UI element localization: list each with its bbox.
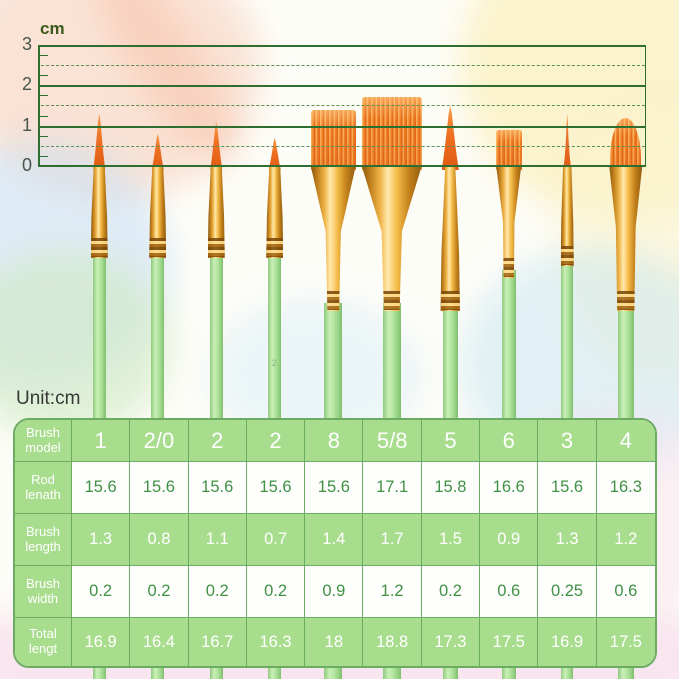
brush-ferrule bbox=[362, 166, 422, 311]
table-cell: 3 bbox=[538, 420, 596, 462]
table-cell: 0.9 bbox=[305, 566, 363, 618]
table-cell: 15.6 bbox=[305, 462, 363, 514]
row-label: Rod lenath bbox=[15, 462, 72, 514]
ruler-line-cm-2 bbox=[38, 85, 646, 87]
table-cell: 1.7 bbox=[363, 514, 421, 566]
ruler-line-cm-1 bbox=[38, 126, 646, 128]
table-cell: 15.6 bbox=[72, 462, 130, 514]
row-label: Total lengt bbox=[15, 618, 72, 666]
ruler-tick bbox=[40, 136, 48, 137]
table-cell: 6 bbox=[480, 420, 538, 462]
ruler-halfline bbox=[41, 65, 645, 66]
table-cell: 4 bbox=[597, 420, 655, 462]
table-cell: 2 bbox=[247, 420, 305, 462]
row-label: Brush width bbox=[15, 566, 72, 618]
table-cell: 1.3 bbox=[538, 514, 596, 566]
brush-ferrule bbox=[266, 166, 283, 258]
table-cell: 1.2 bbox=[363, 566, 421, 618]
table-cell: 0.2 bbox=[247, 566, 305, 618]
table-cell: 16.6 bbox=[480, 462, 538, 514]
ferrule-crimp bbox=[208, 238, 225, 257]
ruler-line-cm-3 bbox=[38, 45, 646, 47]
table-cell: 15.6 bbox=[189, 462, 247, 514]
table-cell: 17.3 bbox=[422, 618, 480, 666]
table-cell: 1.4 bbox=[305, 514, 363, 566]
table-cell: 15.6 bbox=[538, 462, 596, 514]
table-cell: 5/8 bbox=[363, 420, 421, 462]
table-cell: 0.8 bbox=[130, 514, 188, 566]
table-cell: 16.4 bbox=[130, 618, 188, 666]
ruler-tick bbox=[40, 55, 48, 56]
table-cell: 17.1 bbox=[363, 462, 421, 514]
ruler-number: 1 bbox=[21, 114, 32, 135]
ruler-tick bbox=[40, 75, 48, 76]
table-cell: 16.9 bbox=[72, 618, 130, 666]
table-cell: 1.5 bbox=[422, 514, 480, 566]
table-cell: 0.2 bbox=[130, 566, 188, 618]
ferrule-crimp bbox=[91, 238, 108, 257]
brush-size-table bbox=[13, 418, 657, 668]
table-cell: 0.2 bbox=[189, 566, 247, 618]
ruler-halfline bbox=[41, 146, 645, 147]
brush-ferrule bbox=[496, 166, 522, 278]
table-cell: 0.2 bbox=[422, 566, 480, 618]
ferrule-crimp bbox=[149, 238, 166, 257]
brush-ferrule bbox=[311, 166, 356, 311]
table-cell: 0.9 bbox=[480, 514, 538, 566]
table-cell: 1 bbox=[72, 420, 130, 462]
ferrule-crimp bbox=[266, 238, 283, 257]
brush-ferrule bbox=[208, 166, 225, 258]
measurement-ruler bbox=[38, 45, 646, 166]
table-cell: 16.3 bbox=[247, 618, 305, 666]
ruler-right-border bbox=[645, 45, 646, 166]
handle-size-marking: 2 bbox=[271, 358, 277, 368]
table-cell: 17.5 bbox=[480, 618, 538, 666]
table-cell: 17.5 bbox=[597, 618, 655, 666]
row-label: Brush length bbox=[15, 514, 72, 566]
ruler-halfline bbox=[41, 105, 645, 106]
ruler-tick bbox=[40, 95, 48, 96]
table-cell: 1.2 bbox=[597, 514, 655, 566]
table-cell: 0.2 bbox=[72, 566, 130, 618]
table-cell: 2/0 bbox=[130, 420, 188, 462]
table-cell: 0.6 bbox=[597, 566, 655, 618]
brush-ferrule bbox=[561, 166, 574, 266]
ruler-line-cm-0 bbox=[38, 165, 646, 167]
table-cell: 1.3 bbox=[72, 514, 130, 566]
ruler-tick bbox=[40, 156, 48, 157]
ruler-number: 0 bbox=[21, 154, 32, 175]
row-label: Brush model bbox=[15, 420, 72, 462]
table-cell: 5 bbox=[422, 420, 480, 462]
table-cell: 16.9 bbox=[538, 618, 596, 666]
table-cell: 8 bbox=[305, 420, 363, 462]
ruler-tick bbox=[40, 116, 48, 117]
ferrule-crimp bbox=[441, 291, 460, 310]
table-cell: 2 bbox=[189, 420, 247, 462]
ruler-axis bbox=[38, 45, 40, 167]
table-cell: 18 bbox=[305, 618, 363, 666]
table-cell: 16.3 bbox=[597, 462, 655, 514]
ruler-number: 3 bbox=[21, 34, 32, 54]
table-cell: 1.1 bbox=[189, 514, 247, 566]
ruler-unit-label: cm bbox=[40, 19, 65, 38]
ferrule-crimp bbox=[561, 246, 574, 265]
ferrule-crimp bbox=[503, 258, 516, 277]
table-cell: 15.8 bbox=[422, 462, 480, 514]
table-cell: 0.25 bbox=[538, 566, 596, 618]
brush-ferrule bbox=[149, 166, 166, 258]
table-cell: 0.6 bbox=[480, 566, 538, 618]
table-cell: 0.7 bbox=[247, 514, 305, 566]
table-cell: 15.6 bbox=[247, 462, 305, 514]
ruler-number: 2 bbox=[21, 74, 32, 95]
brush-ferrule bbox=[440, 166, 461, 311]
table-cell: 15.6 bbox=[130, 462, 188, 514]
brush-ferrule bbox=[91, 166, 108, 258]
table-cell: 18.8 bbox=[363, 618, 421, 666]
table-unit-note: Unit:cm bbox=[16, 388, 81, 409]
ferrule-crimp bbox=[617, 291, 636, 310]
table-cell: 16.7 bbox=[189, 618, 247, 666]
